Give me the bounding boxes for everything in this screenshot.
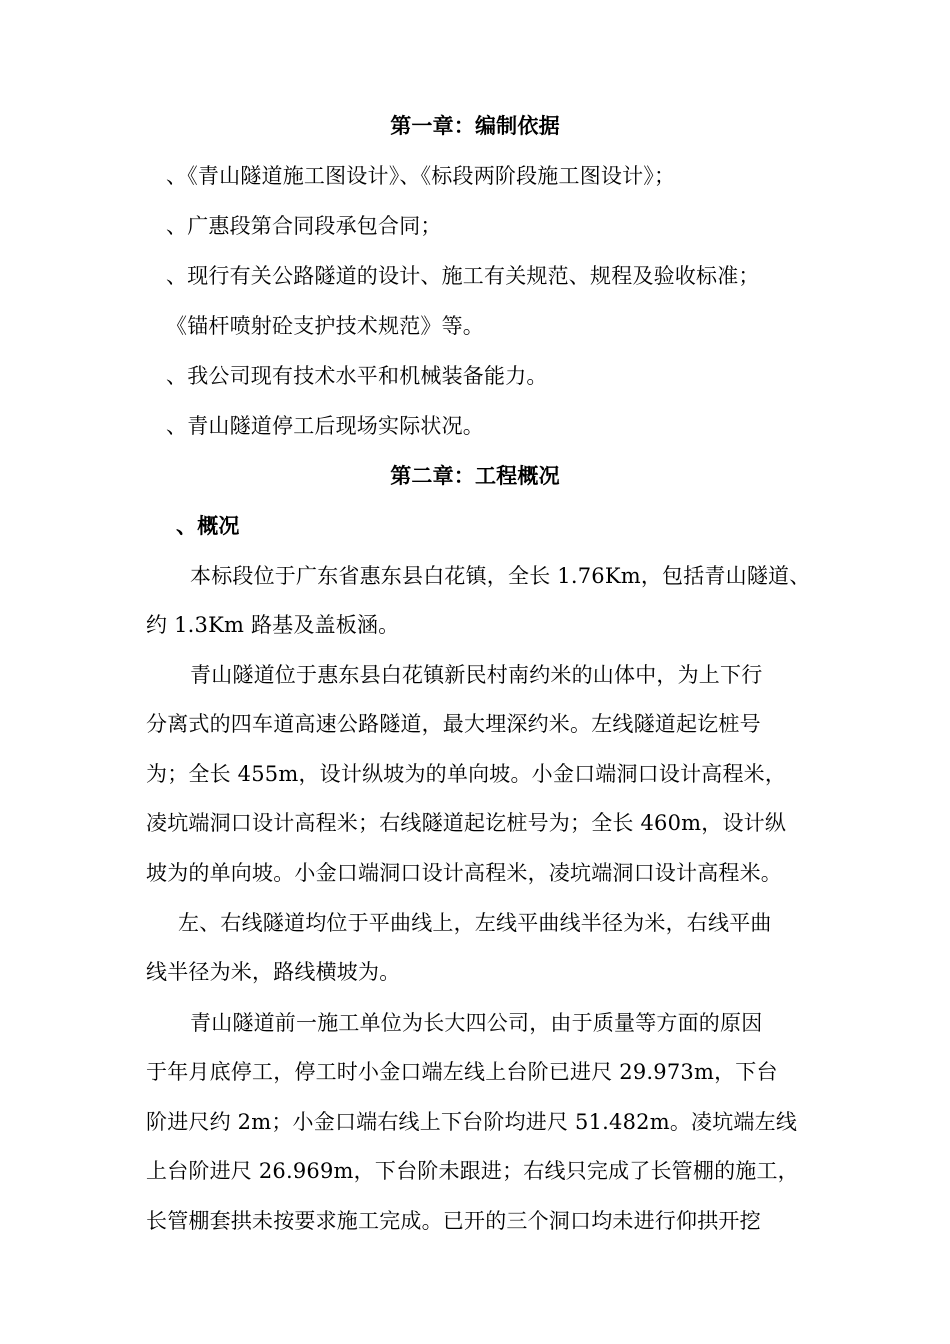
basis-item-2: 、广惠段第合同段承包合同；: [166, 214, 442, 238]
paragraph-4-line-4: 上台阶进尺 26.969m，下台阶未跟进；右线只完成了长管棚的施工，: [146, 1159, 799, 1183]
basis-item-1: 、《青山隧道施工图设计》、《标段两阶段施工图设计》；: [166, 164, 676, 188]
paragraph-2-line-5: 坡为的单向坡。小金口端洞口设计高程米，凌坑端洞口设计高程米。: [146, 861, 782, 885]
paragraph-4-line-1: 青山隧道前一施工单位为长大四公司，由于质量等方面的原因: [190, 1011, 763, 1035]
section-overview-title: 、概况: [176, 514, 240, 538]
paragraph-1-line-1: 本标段位于广东省惠东县白花镇，全长 1.76Km，包括青山隧道、: [190, 564, 811, 588]
basis-item-3: 、现行有关公路隧道的设计、施工有关规范、规程及验收标准；: [166, 264, 760, 288]
basis-item-5: 、青山隧道停工后现场实际状况。: [166, 414, 484, 438]
paragraph-3-line-1: 左、右线隧道均位于平曲线上，左线平曲线半径为米，右线平曲: [178, 911, 772, 935]
basis-item-3-continued: 《锚杆喷射砼支护技术规范》等。: [166, 314, 484, 338]
paragraph-2-line-4: 凌坑端洞口设计高程米；右线隧道起讫桩号为；全长 460m，设计纵: [146, 811, 787, 835]
paragraph-3-line-2: 线半径为米，路线横坡为。: [146, 960, 401, 984]
paragraph-2-line-3: 为；全长 455m，设计纵坡为的单向坡。小金口端洞口设计高程米，: [146, 762, 787, 786]
paragraph-1-line-2: 约 1.3Km 路基及盖板涵。: [146, 613, 400, 637]
paragraph-2-line-1: 青山隧道位于惠东县白花镇新民村南约米的山体中，为上下行: [190, 663, 763, 687]
paragraph-4-line-2: 于年月底停工，停工时小金口端左线上台阶已进尺 29.973m，下台: [146, 1060, 778, 1084]
chapter-2-title: 第二章：工程概况: [390, 464, 560, 488]
basis-item-4: 、我公司现有技术水平和机械装备能力。: [166, 364, 548, 388]
chapter-1-title: 第一章：编制依据: [390, 114, 560, 138]
paragraph-2-line-2: 分离式的四车道高速公路隧道，最大埋深约米。左线隧道起讫桩号: [146, 712, 761, 736]
paragraph-4-line-3: 阶进尺约 2m；小金口端右线上下台阶均进尺 51.482m。凌坑端左线: [146, 1110, 798, 1134]
paragraph-4-line-5: 长管棚套拱未按要求施工完成。已开的三个洞口均未进行仰拱开挖: [146, 1209, 761, 1233]
